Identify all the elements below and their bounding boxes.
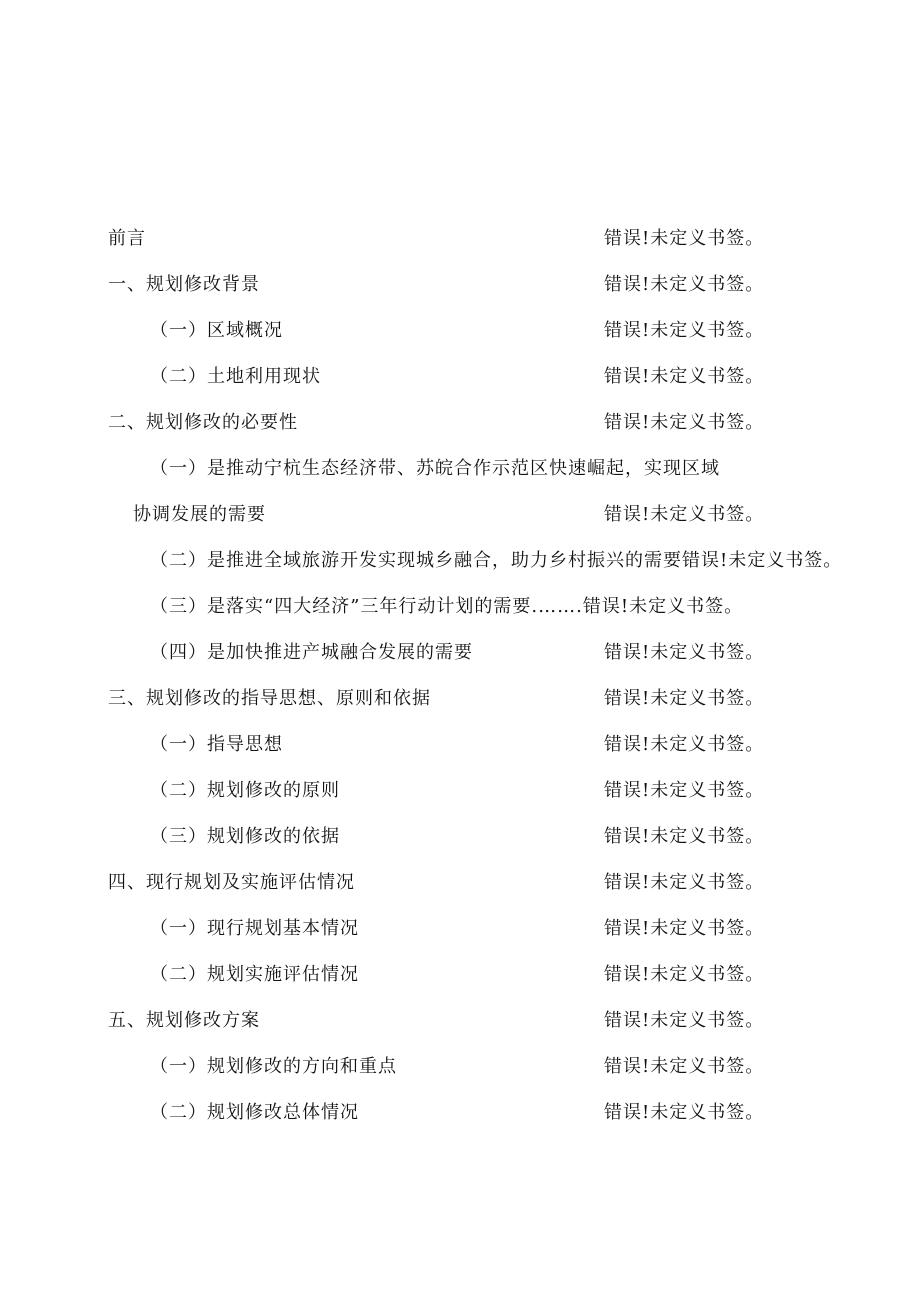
- toc-entry-title: 四、现行规划及实施评估情况: [108, 872, 355, 893]
- toc-entry-page: 错误!未定义书签。: [604, 1102, 765, 1123]
- toc-entry[interactable]: [0, 1098, 920, 1128]
- toc-entry-title: 协调发展的需要: [133, 504, 266, 525]
- toc-entry-title: （二）规划修改的原则: [150, 780, 340, 801]
- toc-entry-page: 错误!未定义书签。: [604, 1056, 765, 1077]
- toc-entry-page: 错误!未定义书签。: [604, 826, 765, 847]
- toc-entry[interactable]: [0, 1006, 920, 1036]
- toc-entry[interactable]: [0, 546, 920, 576]
- toc-entry-page: 错误!未定义书签。: [582, 596, 744, 617]
- toc-entry-page: 错误!未定义书签。: [604, 228, 765, 249]
- toc-entry-page: 错误!未定义书签。: [604, 366, 765, 387]
- toc-entry[interactable]: [0, 776, 920, 806]
- toc-entry[interactable]: [0, 362, 920, 392]
- toc-entry-page: 错误!未定义书签。: [604, 918, 765, 939]
- toc-entry-suffix: .…….: [531, 596, 583, 617]
- toc-entry-title: （一）是推动宁杭生态经济带、苏皖合作示范区快速崛起，实现区域: [150, 458, 720, 479]
- toc-entry-title: （二）规划修改总体情况: [150, 1102, 359, 1123]
- toc-entry[interactable]: [0, 822, 920, 852]
- toc-entry-page: 错误!未定义书签。: [604, 320, 765, 341]
- toc-entry-title: 五、规划修改方案: [108, 1010, 260, 1031]
- toc-entry[interactable]: [0, 960, 920, 990]
- toc-entry-page: 错误!未定义书签。: [604, 274, 765, 295]
- toc-entry[interactable]: [0, 1052, 920, 1082]
- toc-entry-page: 错误!未定义书签。: [604, 642, 765, 663]
- toc-entry-page: 错误!未定义书签。: [604, 780, 765, 801]
- toc-entry-title: （二）规划实施评估情况: [150, 964, 359, 985]
- toc-entry-title: 三、规划修改的指导思想、原则和依据: [108, 688, 431, 709]
- toc-entry-title: （一）现行规划基本情况: [150, 918, 359, 939]
- toc-entry-title: （二）是推进全域旅游开发实现城乡融合，助力乡村振兴的需要: [150, 550, 682, 571]
- toc-entry[interactable]: [0, 316, 920, 346]
- toc-entry-title: 前言: [108, 228, 146, 249]
- toc-entry-continuation[interactable]: [0, 500, 920, 530]
- toc-entry-title: （二）土地利用现状: [150, 366, 321, 387]
- toc-entry[interactable]: [0, 868, 920, 898]
- toc-entry-page: 错误!未定义书签。: [604, 412, 765, 433]
- toc-entry-title: 一、规划修改背景: [108, 274, 260, 295]
- toc-entry-page: 错误!未定义书签。: [604, 872, 765, 893]
- toc-entry-title: （三）是落实“四大经济”三年行动计划的需要: [150, 596, 532, 617]
- toc-entry-title: 二、规划修改的必要性: [108, 412, 298, 433]
- toc-entry-page: 错误!未定义书签。: [604, 504, 765, 525]
- toc-entry-page: 错误!未定义书签。: [604, 1010, 765, 1031]
- toc-entry-title: （四）是加快推进产城融合发展的需要: [150, 642, 473, 663]
- toc-entry[interactable]: [0, 408, 920, 438]
- toc-entry-page: 错误!未定义书签。: [604, 688, 765, 709]
- toc-entry-page: 错误!未定义书签。: [604, 734, 765, 755]
- toc-entry[interactable]: [0, 730, 920, 760]
- toc-entry[interactable]: [0, 914, 920, 944]
- toc-entry[interactable]: [0, 270, 920, 300]
- toc-entry-title: （一）指导思想: [150, 734, 283, 755]
- toc-entry[interactable]: [0, 638, 920, 668]
- toc-entry-title: （一）规划修改的方向和重点: [150, 1056, 397, 1077]
- toc-entry[interactable]: [0, 224, 920, 254]
- toc-entry-page: 错误!未定义书签。: [682, 550, 843, 571]
- toc-entry-title: （一）区域概况: [150, 320, 283, 341]
- toc-entry-title: （三）规划修改的依据: [150, 826, 340, 847]
- toc-entry[interactable]: [0, 592, 920, 622]
- toc-entry-page: 错误!未定义书签。: [604, 964, 765, 985]
- toc-entry[interactable]: [0, 454, 920, 484]
- toc-entry[interactable]: [0, 684, 920, 714]
